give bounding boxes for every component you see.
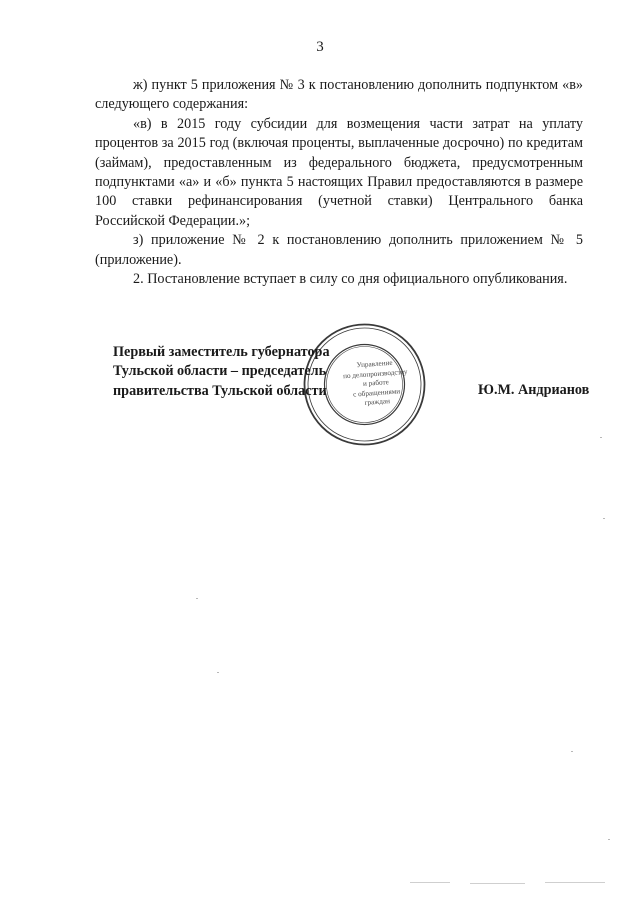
paragraph-entry-into-force: 2. Постановление вступает в силу со дня официального опубликования. bbox=[133, 271, 568, 288]
signatory-title-line: правительства Тульской области bbox=[113, 382, 327, 399]
document-body bbox=[95, 76, 583, 289]
scan-speck bbox=[600, 437, 602, 438]
page-number: 3 bbox=[316, 39, 324, 55]
paragraph-amendment-zh: ж) пункт 5 приложения № 3 к постановлению дополнить подпунктом «в» следующего содержания: bbox=[95, 77, 583, 113]
seal-line: и работе bbox=[362, 378, 390, 389]
scan-speck bbox=[608, 839, 610, 840]
seal-inner-text bbox=[339, 358, 412, 411]
seal-line: по делопроизводству bbox=[342, 367, 408, 380]
signatory-name: Ю.М. Андрианов bbox=[478, 382, 590, 398]
seal-line: Управление bbox=[356, 358, 393, 370]
scan-speck bbox=[603, 518, 605, 519]
seal-line: с обращениями bbox=[352, 387, 401, 399]
scan-artifact-line bbox=[470, 883, 525, 884]
scan-artifact-line bbox=[545, 882, 605, 883]
signatory-title bbox=[113, 343, 330, 401]
paragraph-subsidy-text: «в) в 2015 году субсидии для возмещения части затрат на уплату процентов за 2015 год (включая проценты, выплаченные досрочно) по кредитам (займам), предоставленным из федерального бюджета, предусмотренным подпунктами «а» и «б» пункта 5 настоящих Правил предоставляются в размере 100 ставки рефинансирования (учетной ставки) Центрального банка Российской Федерации.»; bbox=[95, 115, 583, 229]
paragraph-amendment-z: з) приложение № 2 к постановлению дополнить приложением № 5 (приложение). bbox=[95, 232, 583, 268]
scan-speck bbox=[196, 598, 198, 599]
signatory-title-line: Тульской области – председатель bbox=[113, 363, 327, 380]
signatory-title-line: Первый заместитель губернатора bbox=[113, 344, 330, 360]
seal-line: граждан bbox=[364, 397, 391, 408]
scan-artifact-line bbox=[410, 882, 450, 883]
scan-speck bbox=[571, 751, 573, 752]
scan-speck bbox=[217, 672, 219, 673]
